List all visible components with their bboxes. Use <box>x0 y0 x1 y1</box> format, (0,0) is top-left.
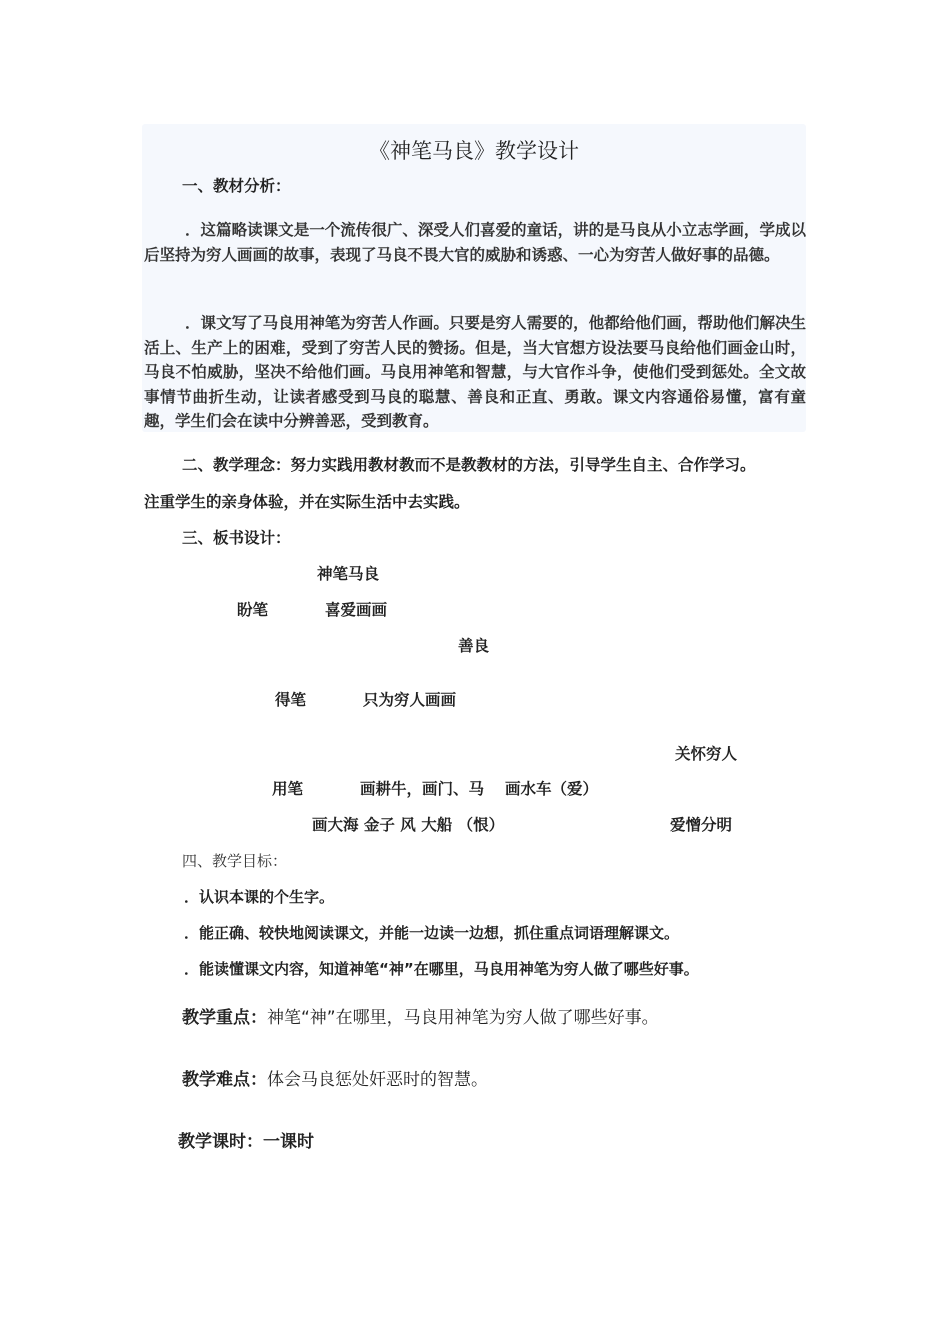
class-period-text: 一课时 <box>263 1132 314 1152</box>
goal-item: ．能读懂课文内容，知道神笔“神”在哪里，马良用神笔为穷人做了哪些好事。 <box>184 960 699 978</box>
board-guan-huai: 关怀穷人 <box>675 745 738 763</box>
goal-item: ．认识本课的个生字。 <box>184 888 335 906</box>
difficulty-label: 教学难点： <box>182 1070 267 1090</box>
doc-title: 《神笔马良》教学设计 <box>369 139 579 163</box>
teaching-philosophy-line-2: 注重学生的亲身体验，并在实际生活中去实践。 <box>144 493 470 511</box>
board-hua-shui: 画水车（爱） <box>505 780 599 798</box>
class-period-label: 教学课时： <box>178 1132 263 1152</box>
board-zhi-wei: 只为穷人画画 <box>363 691 457 709</box>
analysis-paragraph-2-text: ．课文写了马良用神笔为穷苦人作画。只要是穷人需要的，他都给他们画，帮助他们解决生活上、生产上的困难，受到了穷苦人民的赞扬。但是，当大官想方设法要马良给他们画金山时，马良不怕威胁，坚决不给他们画。马良用神笔和智慧，与大官作斗争，使他们受到惩处。全文故事情节曲折生动，让读者感受到马良的聪慧、善良和正直、勇敢。课文内容通俗易懂，富有童趣，学生们会在读中分辨善恶，受到教育。 <box>144 314 806 430</box>
board-yong-bi: 用笔 <box>272 780 304 798</box>
board-shan-liang: 善良 <box>458 637 490 655</box>
teaching-philosophy-line-1: 二、教学理念：努力实践用教材教而不是教教材的方法，引导学生自主、合作学习。 <box>182 456 756 474</box>
difficulty <box>182 1072 488 1089</box>
key-point-label: 教学重点： <box>182 1008 267 1028</box>
difficulty-text: 体会马良惩处奸恶时的智慧。 <box>267 1070 488 1090</box>
board-pan-bi: 盼笔 <box>237 601 269 619</box>
section-heading-analysis: 一、教材分析： <box>182 177 291 195</box>
section-heading-board: 三、板书设计： <box>182 529 291 547</box>
key-point-text: 神笔“神”在哪里，马良用神笔为穷人做了哪些好事。 <box>267 1008 659 1028</box>
board-xi-ai: 喜爱画画 <box>325 601 388 619</box>
analysis-paragraph-1 <box>144 218 806 267</box>
analysis-paragraph-2 <box>144 311 806 434</box>
board-ai-zeng: 爱憎分明 <box>670 816 733 834</box>
class-period <box>178 1134 314 1151</box>
board-hua-da: 画大海 金子 风 大船 （恨） <box>312 816 505 834</box>
board-hua-geng: 画耕牛，画门、马 <box>360 780 485 798</box>
goal-item: ．能正确、较快地阅读课文，并能一边读一边想，抓住重点词语理解课文。 <box>184 924 680 942</box>
board-de-bi: 得笔 <box>275 691 307 709</box>
board-title: 神笔马良 <box>317 565 380 583</box>
analysis-paragraph-1-text: ．这篇略读课文是一个流传很广、深受人们喜爱的童话，讲的是马良从小立志学画，学成以后坚持为穷人画画的故事，表现了马良不畏大官的威胁和诱惑、一心为穷苦人做好事的品德。 <box>144 221 806 264</box>
section-heading-goals: 四、教学目标： <box>182 852 288 870</box>
key-point <box>182 1010 659 1027</box>
